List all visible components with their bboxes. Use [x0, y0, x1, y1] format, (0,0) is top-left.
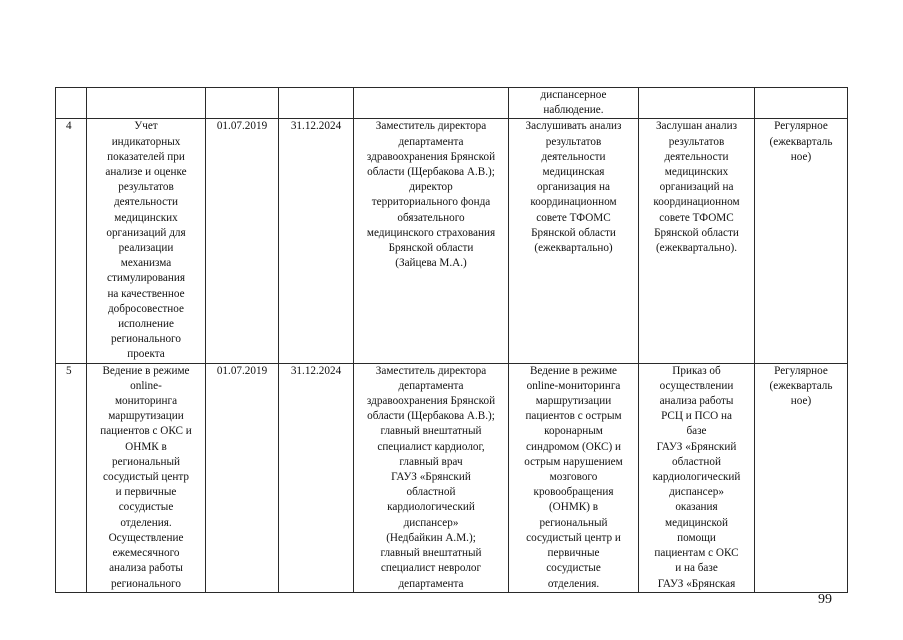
- cell-text-line: РСЦ и ПСО на: [661, 410, 732, 423]
- cell-text-line: исполнение: [118, 318, 174, 331]
- responsible-cell: [354, 119, 509, 363]
- cell-text-line: и первичные: [115, 486, 177, 499]
- cell-text-line: регионального: [111, 333, 181, 346]
- activity-name-cell: [87, 119, 206, 363]
- cell-text-line: Регулярное: [774, 120, 828, 133]
- cell-text-line: маршрутизации: [108, 410, 184, 423]
- cell-text-line: online-: [130, 379, 162, 392]
- cell-text: 4: [66, 120, 72, 133]
- cell-text-line: организация на: [537, 181, 610, 194]
- cell-text-line: координационном: [653, 196, 740, 209]
- cell-text-line: организаций для: [106, 226, 186, 239]
- cell-text: 01.07.2019: [216, 120, 268, 133]
- cell-text-line: ное): [790, 395, 812, 408]
- cell-text-line: специалист невролог: [380, 562, 482, 575]
- cell-text-line: на качественное: [107, 287, 185, 300]
- cell-text-line: региональный: [112, 455, 180, 468]
- cell-text-line: стимулирования: [106, 272, 185, 285]
- control-type-cell: [755, 119, 848, 363]
- cell-text-line: (Зайцева М.А.): [395, 257, 467, 270]
- cell-text-line: ежемесячного: [112, 547, 180, 560]
- cell-text-line: Брянской области: [654, 226, 739, 239]
- start-date-cell: [206, 119, 279, 363]
- cell-text-line: Осуществление: [108, 531, 184, 544]
- document-cell: [639, 88, 755, 119]
- cell-text-line: ОНМК в: [125, 440, 167, 453]
- cell-text-line: медицинской: [665, 516, 728, 529]
- result-cell: [509, 88, 639, 119]
- cell-text-line: пациентам с ОКС: [654, 547, 739, 560]
- cell-text-line: сосудистые: [546, 562, 601, 575]
- responsible-cell: [354, 88, 509, 119]
- cell-text-line: анализе и оценке: [105, 166, 187, 179]
- cell-text-line: совете ТФОМС: [659, 211, 734, 224]
- cell-text-line: областной: [406, 486, 456, 499]
- cell-text-line: территориального фонда: [371, 196, 491, 209]
- cell-text-line: базе: [686, 425, 707, 438]
- cell-text-line: реализации: [118, 242, 174, 255]
- cell-text-line: Заслушивать анализ: [525, 120, 622, 133]
- cell-text-line: области (Щербакова А.В.);: [367, 166, 495, 179]
- cell-text-line: оказания: [675, 501, 718, 514]
- cell-text-line: медицинского страхования: [366, 226, 496, 239]
- cell-text-line: (ежекварталь: [769, 379, 833, 392]
- cell-text-line: организаций на: [659, 181, 734, 194]
- cell-text-line: кардиологический: [652, 471, 741, 484]
- activity-name-cell: [87, 363, 206, 592]
- cell-text-line: Заместитель директора: [375, 120, 487, 133]
- cell-text-line: синдромом (ОКС) и: [526, 440, 621, 453]
- cell-text: 31.12.2024: [290, 120, 342, 133]
- cell-text-line: Регулярное: [774, 364, 828, 377]
- cell-text-line: кровообращения: [533, 486, 614, 499]
- cell-text-line: маршрутизации: [535, 395, 612, 408]
- cell-text-line: пациентов с ОКС и: [100, 425, 192, 438]
- cell-text-line: областной: [672, 455, 721, 468]
- cell-text-line: ГАУЗ «Брянский: [391, 471, 471, 484]
- cell-text-line: главный внештатный: [380, 425, 482, 438]
- table-row: [56, 88, 848, 119]
- end-date-cell: [279, 88, 354, 119]
- cell-text-line: добросовестное: [107, 302, 184, 315]
- responsible-cell: [354, 363, 509, 592]
- cell-text-line: мозгового: [549, 471, 598, 484]
- control-type-cell: [755, 88, 848, 119]
- cell-text-line: Ведение в режиме: [529, 364, 618, 377]
- row-number-cell: [56, 88, 87, 119]
- cell-text-line: диспансер»: [403, 516, 459, 529]
- activity-name-cell: [87, 88, 206, 119]
- cell-text-line: проекта: [127, 348, 165, 361]
- end-date-cell: [279, 363, 354, 592]
- cell-text-line: первичные: [547, 547, 600, 560]
- cell-text-line: показателей при: [107, 150, 185, 163]
- cell-text-line: (ОНМК) в: [548, 501, 599, 514]
- cell-text-line: медицинских: [664, 166, 729, 179]
- row-number-cell: [56, 119, 87, 363]
- table-row: [56, 119, 848, 363]
- cell-text-line: анализа работы: [659, 395, 734, 408]
- cell-text-line: ГАУЗ «Брянский: [656, 440, 737, 453]
- cell-text-line: сосудистые: [118, 501, 174, 514]
- cell-text-line: кардиологический: [387, 501, 475, 514]
- cell-text-line: механизма: [120, 257, 172, 270]
- start-date-cell: [206, 363, 279, 592]
- cell-text-line: обязательного: [397, 211, 465, 224]
- cell-text-line: региональный: [539, 516, 608, 529]
- result-cell: [509, 119, 639, 363]
- cell-text-line: (ежеквартально): [534, 242, 613, 255]
- cell-text-line: наблюдение.: [543, 104, 604, 117]
- cell-text-line: осуществлении: [659, 379, 734, 392]
- table-body: [56, 88, 848, 593]
- plan-table: [55, 87, 848, 593]
- cell-text-line: Брянской области: [531, 226, 616, 239]
- cell-text-line: деятельности: [664, 150, 729, 163]
- cell-text-line: отделения.: [120, 516, 172, 529]
- cell-text-line: (Недбайкин А.М.);: [386, 531, 476, 544]
- table-row: [56, 363, 848, 592]
- cell-text-line: здравоохранения Брянской: [366, 150, 496, 163]
- cell-text-line: помощи: [677, 531, 716, 544]
- cell-text-line: специалист кардиолог,: [377, 440, 485, 453]
- cell-text-line: результатов: [545, 135, 602, 148]
- start-date-cell: [206, 88, 279, 119]
- cell-text-line: департамента: [398, 577, 464, 590]
- cell-text-line: совете ТФОМС: [536, 211, 611, 224]
- cell-text-line: диспансер»: [669, 486, 724, 499]
- cell-text-line: деятельности: [541, 150, 606, 163]
- cell-text-line: Учет: [134, 120, 158, 133]
- cell-text-line: главный внештатный: [380, 547, 482, 560]
- cell-text-line: Приказ об: [672, 364, 721, 377]
- cell-text-line: медицинских: [114, 211, 178, 224]
- cell-text-line: коронарным: [544, 425, 603, 438]
- cell-text-line: (ежекварталь: [769, 135, 833, 148]
- cell-text-line: сосудистый центр: [103, 471, 189, 484]
- cell-text-line: и на базе: [675, 562, 718, 575]
- cell-text-line: ГАУЗ «Брянская: [657, 577, 736, 590]
- cell-text-line: медицинская: [542, 166, 605, 179]
- page-number: 99: [818, 592, 832, 607]
- cell-text-line: острым нарушением: [524, 455, 623, 468]
- cell-text-line: деятельности: [113, 196, 179, 209]
- row-number-cell: [56, 363, 87, 592]
- cell-text-line: регионального: [111, 577, 181, 590]
- cell-text-line: департамента: [398, 379, 464, 392]
- result-cell: [509, 363, 639, 592]
- cell-text-line: результатов: [668, 135, 725, 148]
- cell-text-line: online-мониторинга: [526, 379, 621, 392]
- cell-text-line: Ведение в режиме: [102, 364, 190, 377]
- cell-text-line: анализа работы: [109, 562, 183, 575]
- cell-text-line: Заслушан анализ: [655, 120, 738, 133]
- cell-text-line: директор: [409, 181, 453, 194]
- cell-text-line: диспансерное: [540, 89, 607, 101]
- cell-text-line: главный врач: [399, 455, 463, 468]
- cell-text-line: мониторинга: [114, 395, 178, 408]
- cell-text-line: отделения.: [547, 577, 600, 590]
- cell-text-line: результатов: [118, 181, 174, 194]
- cell-text-line: области (Щербакова А.В.);: [367, 410, 495, 423]
- document-cell: [639, 119, 755, 363]
- cell-text-line: координационном: [530, 196, 617, 209]
- end-date-cell: [279, 119, 354, 363]
- cell-text: 31.12.2024: [290, 364, 342, 377]
- cell-text-line: сосудистый центр и: [526, 531, 621, 544]
- cell-text-line: Заместитель директора: [375, 364, 487, 377]
- cell-text-line: департамента: [398, 135, 464, 148]
- cell-text-line: (ежеквартально).: [655, 242, 738, 255]
- cell-text-line: индикаторных: [111, 135, 181, 148]
- control-type-cell: [755, 363, 848, 592]
- cell-text-line: ное): [790, 150, 812, 163]
- cell-text-line: Брянской области: [388, 242, 474, 255]
- cell-text-line: пациентов с острым: [525, 410, 622, 423]
- cell-text: 5: [66, 364, 72, 377]
- document-cell: [639, 363, 755, 592]
- cell-text: 01.07.2019: [216, 364, 268, 377]
- cell-text-line: здравоохранения Брянской: [366, 395, 496, 408]
